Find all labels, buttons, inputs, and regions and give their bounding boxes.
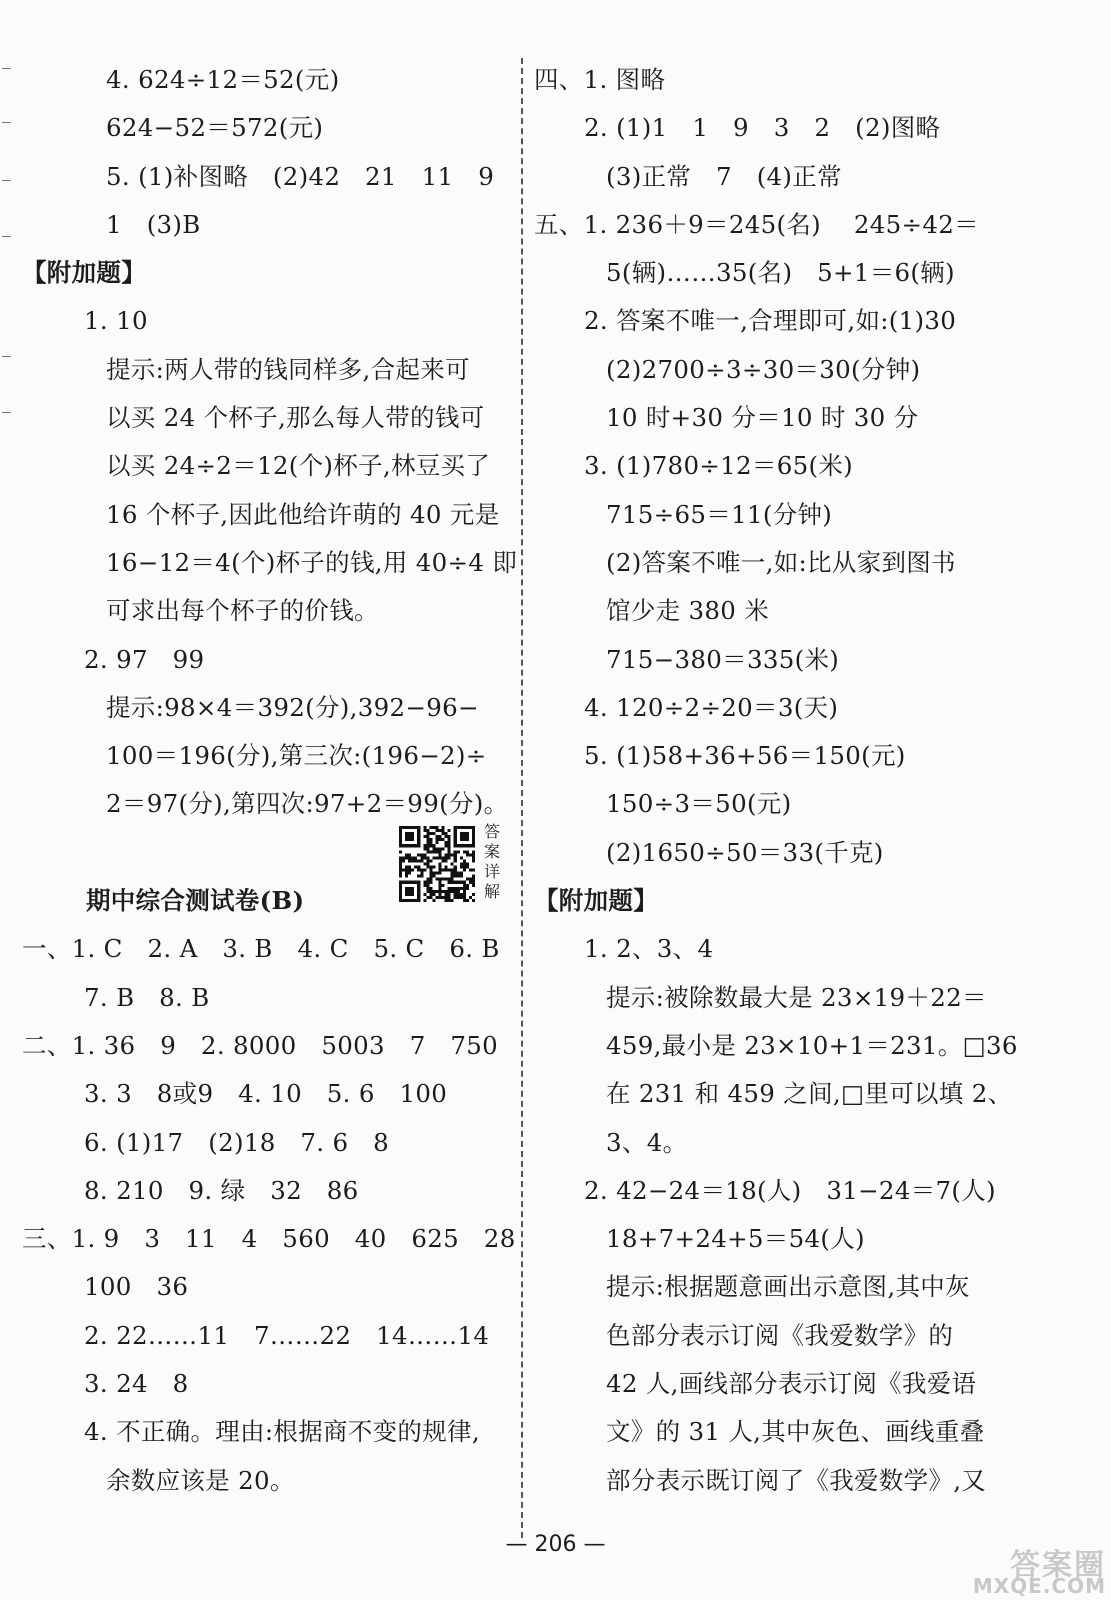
left-answer-line: 2. 22……11 7……22 14……14 <box>84 1320 490 1350</box>
binding-edge-marks <box>0 60 14 440</box>
left-answer-line: 【附加题】 <box>22 258 146 288</box>
right-answer-line: 色部分表示订阅《我爱数学》的 <box>606 1320 954 1350</box>
left-answer-line: 100 36 <box>84 1272 189 1302</box>
right-answer-line: 5(辆)……35(名) 5+1＝6(辆) <box>606 258 955 288</box>
left-answer-line: 2. 97 99 <box>84 644 205 674</box>
right-answer-line: 4. 120÷2÷20＝3(天) <box>584 692 839 722</box>
left-answer-line: 一、1. C 2. A 3. B 4. C 5. C 6. B <box>22 934 500 964</box>
right-answer-line: 18+7+24+5＝54(人) <box>606 1224 865 1254</box>
left-answer-line: 二、1. 36 9 2. 8000 5003 7 750 <box>22 1030 499 1060</box>
right-answer-line: 馆少走 380 米 <box>606 596 770 626</box>
left-answer-line: 4. 624÷12＝52(元) <box>106 65 340 94</box>
right-answer-line: (2)2700÷3÷30＝30(分钟) <box>606 354 921 384</box>
right-answer-line: 提示:被除数最大是 23×19＋22＝ <box>606 982 987 1012</box>
right-answer-line: 1. 2、3、4 <box>584 934 714 964</box>
right-answer-line: 10 时+30 分＝10 时 30 分 <box>606 403 919 433</box>
left-answer-line: 3. 24 8 <box>84 1369 189 1399</box>
left-answer-line: 以买 24 个杯子,那么每人带的钱可 <box>106 403 485 433</box>
right-answer-line: 五、1. 236＋9＝245(名) 245÷42＝ <box>534 209 979 239</box>
right-answer-line: 【附加题】 <box>534 886 658 916</box>
left-answer-line: 可求出每个杯子的价钱。 <box>106 596 379 626</box>
right-answer-line: (2)答案不唯一,如:比从家到图书 <box>606 547 956 577</box>
qr-caption: 答 案 详 解 <box>483 822 500 901</box>
right-answer-line: 在 231 和 459 之间,□里可以填 2、 <box>606 1079 1013 1109</box>
left-column <box>22 56 518 1505</box>
left-answer-line: 4. 不正确。理由:根据商不变的规律, <box>84 1417 480 1447</box>
left-answer-line: 100＝196(分),第三次:(196−2)÷ <box>106 741 487 771</box>
left-answer-line: 8. 210 9. 绿 32 86 <box>84 1175 359 1205</box>
left-answer-line: 期中综合测试卷(B) <box>86 886 305 916</box>
right-answer-line: 150÷3＝50(元) <box>606 789 792 819</box>
right-answer-line: 3. (1)780÷12＝65(米) <box>584 451 854 481</box>
left-answer-line: 2＝97(分),第四次:97+2＝99(分)。 <box>106 789 509 819</box>
left-answer-line: 3. 3 8或9 4. 10 5. 6 100 <box>84 1079 448 1109</box>
right-answer-line: 715÷65＝11(分钟) <box>606 499 833 529</box>
right-answer-line: 3、4。 <box>606 1127 688 1157</box>
page-number: — 206 — <box>505 1532 606 1557</box>
right-answer-line: 2. 答案不唯一,合理即可,如:(1)30 <box>584 306 957 336</box>
qr-code-icon[interactable] <box>399 826 475 902</box>
right-answer-line: 提示:根据题意画出示意图,其中灰 <box>606 1272 970 1302</box>
left-answer-line: 提示:两人带的钱同样多,合起来可 <box>106 354 470 384</box>
watermark-logo: 答案圈 MXQE.COM <box>972 1548 1106 1598</box>
right-answer-line: 5. (1)58+36+56＝150(元) <box>584 741 906 771</box>
left-answer-line: 1 (3)B <box>106 209 201 239</box>
left-answer-line: 16−12＝4(个)杯子的钱,用 40÷4 即 <box>106 547 518 577</box>
left-answer-line: 余数应该是 20。 <box>106 1465 295 1495</box>
right-answer-line: (3)正常 7 (4)正常 <box>606 161 842 191</box>
left-answer-line: 5. (1)补图略 (2)42 21 11 9 <box>106 161 495 191</box>
left-answer-line: 7. B 8. B <box>84 982 210 1012</box>
left-answer-line: 624−52＝572(元) <box>106 113 324 143</box>
left-answer-line: 6. (1)17 (2)18 7. 6 8 <box>84 1127 390 1157</box>
right-answer-line: 459,最小是 23×10+1＝231。□36 <box>606 1030 1018 1060</box>
right-answer-line: 四、1. 图略 <box>534 65 666 94</box>
left-answer-line: 三、1. 9 3 11 4 560 40 625 28 <box>22 1224 516 1254</box>
right-answer-line: 42 人,画线部分表示订阅《我爱语 <box>606 1369 977 1399</box>
right-answer-line: 部分表示既订阅了《我爱数学》,又 <box>606 1465 987 1495</box>
left-answer-line: 16 个杯子,因此他给许萌的 40 元是 <box>106 499 500 529</box>
right-column <box>534 56 1094 1505</box>
right-answer-line: 2. 42−24＝18(人) 31−24＝7(人) <box>584 1175 996 1205</box>
right-answer-line: 715−380＝335(米) <box>606 644 840 674</box>
right-answer-line: 文》的 31 人,其中灰色、画线重叠 <box>606 1417 985 1447</box>
left-answer-line: 提示:98×4＝392(分),392−96− <box>106 692 479 722</box>
right-answer-line: 2. (1)1 1 9 3 2 (2)图略 <box>584 113 941 143</box>
column-divider <box>521 58 523 1538</box>
right-answer-line: (2)1650÷50＝33(千克) <box>606 837 884 867</box>
left-answer-line: 以买 24÷2＝12(个)杯子,林豆买了 <box>106 451 491 481</box>
left-answer-line: 1. 10 <box>84 306 148 336</box>
